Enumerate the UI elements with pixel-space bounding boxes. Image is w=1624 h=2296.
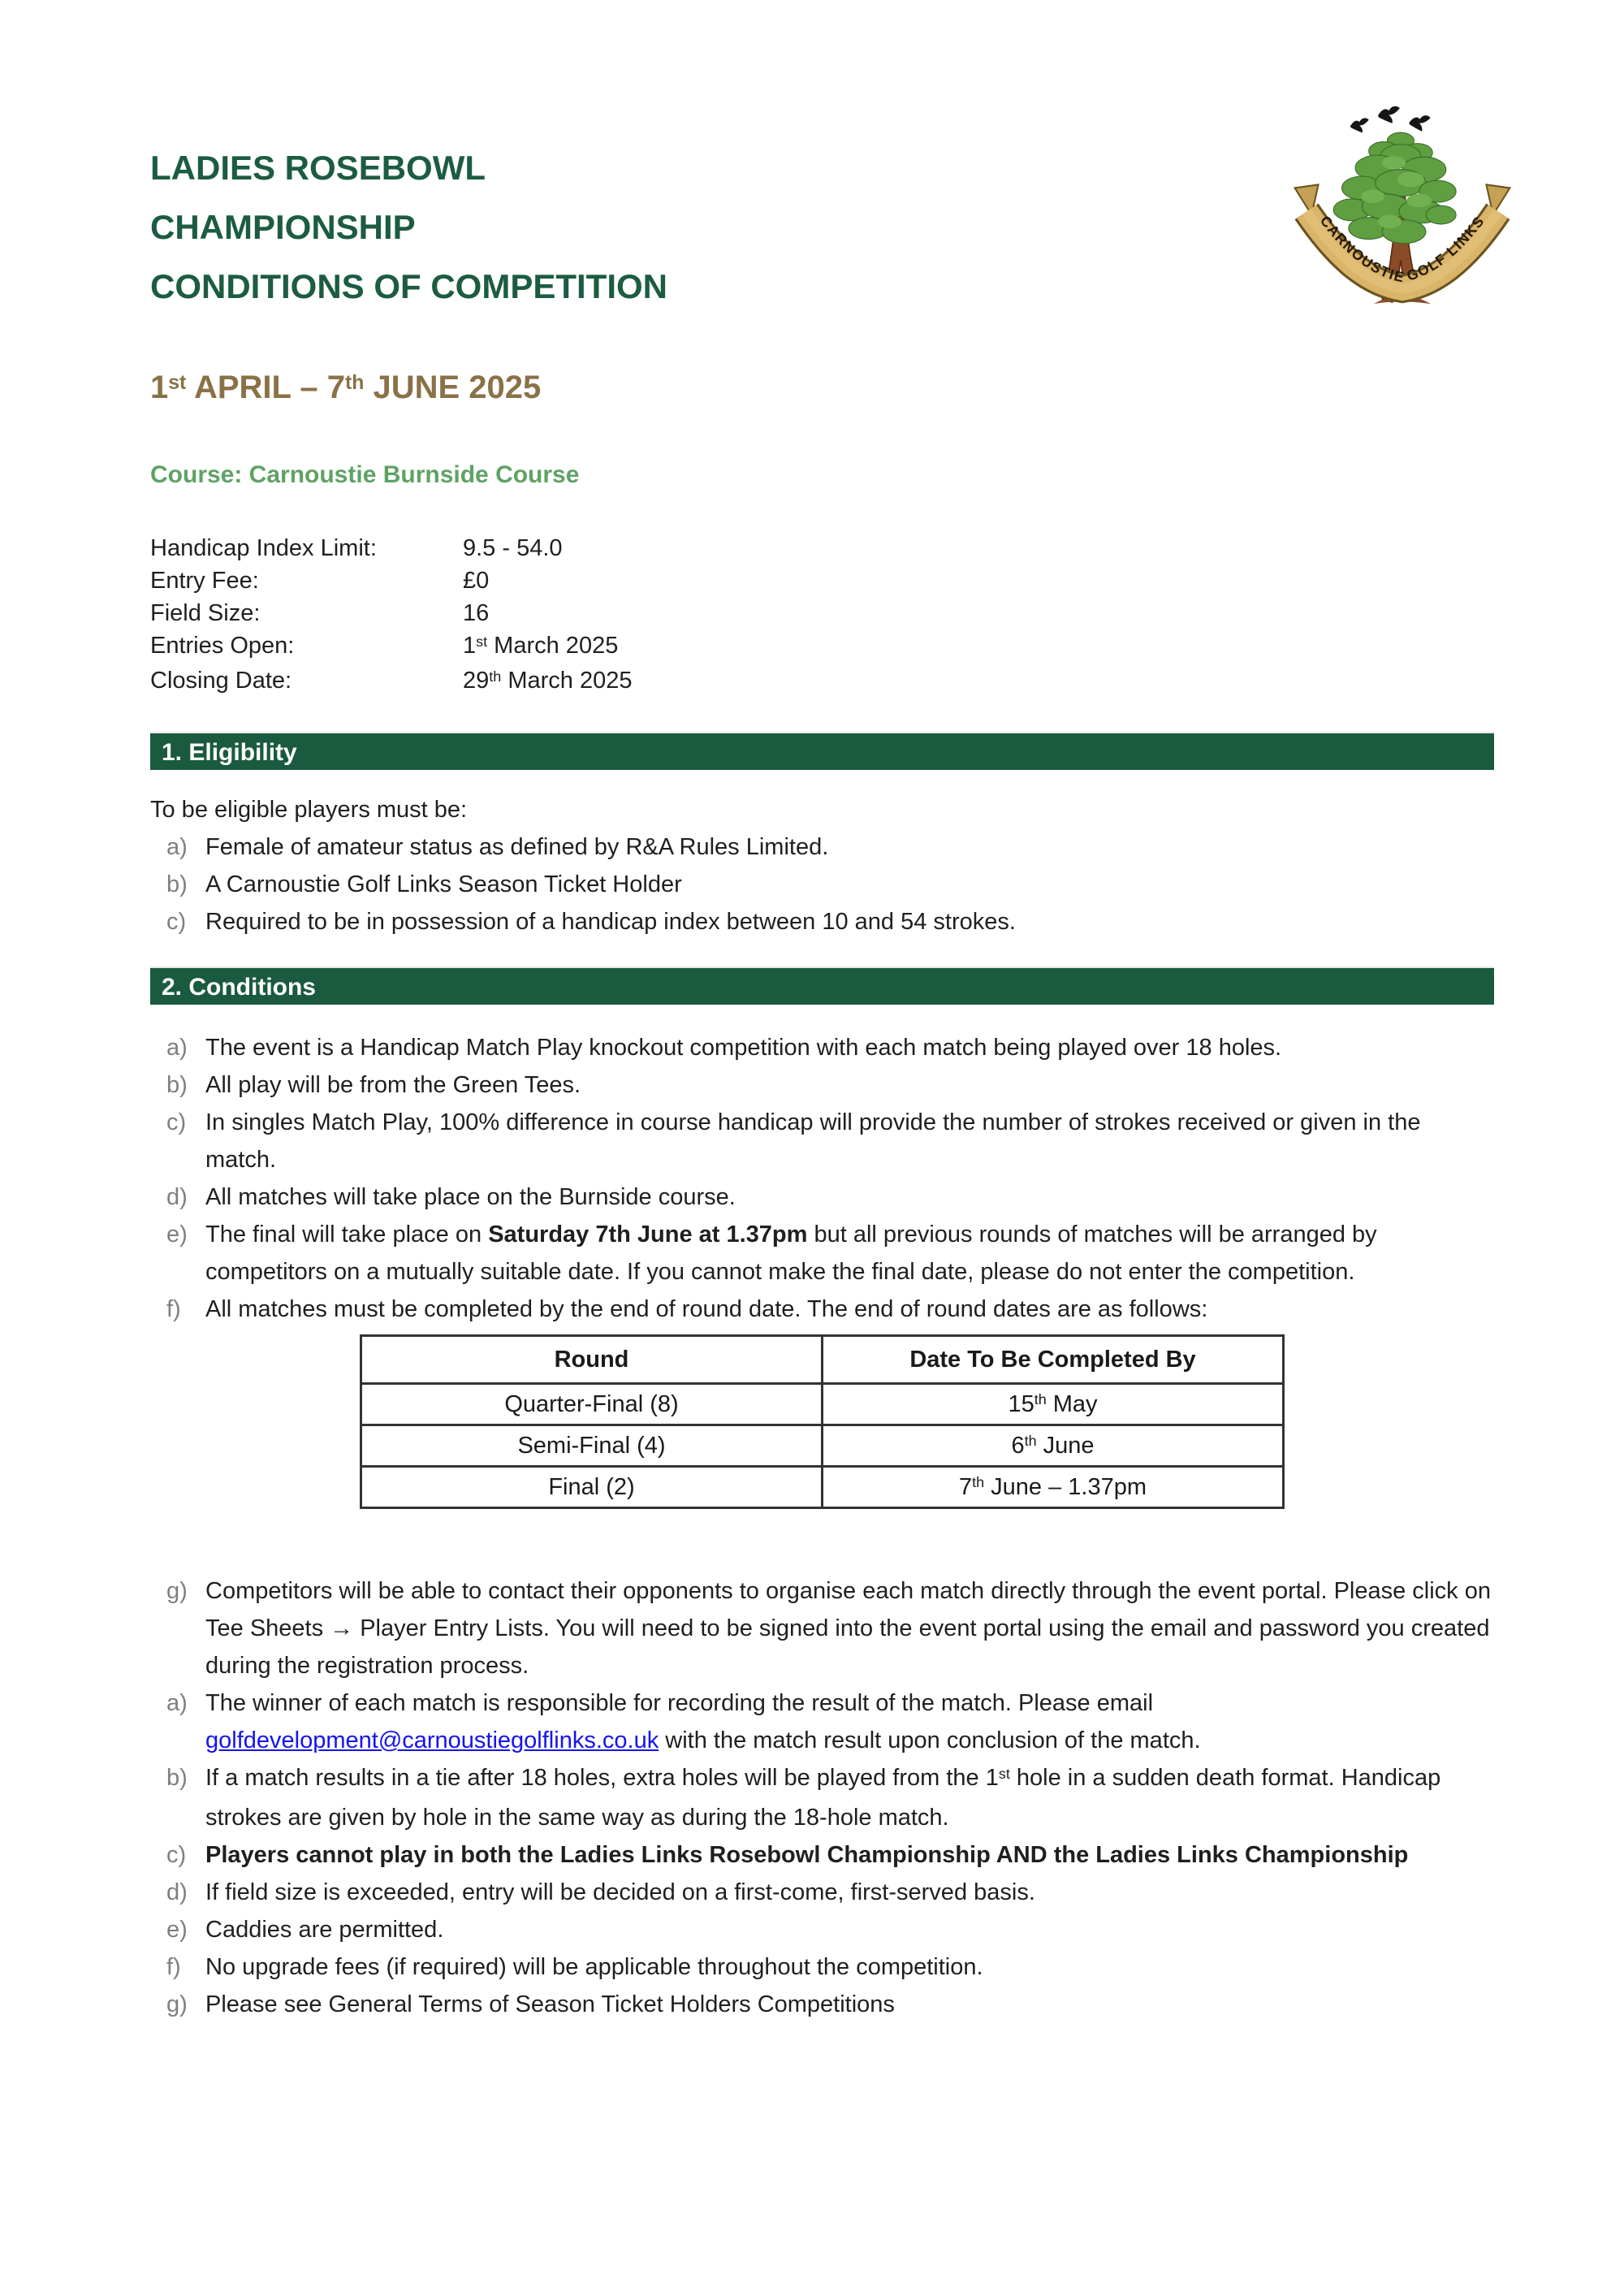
text-run: Saturday 7th June at 1.37pm: [488, 1222, 808, 1247]
list-item-text: [205, 1948, 1492, 1986]
list-item-text: [205, 1216, 1492, 1291]
list-marker: f): [166, 1296, 181, 1322]
list-marker: b): [166, 1765, 188, 1791]
text-run: th: [489, 668, 502, 685]
text-run: All play will be from the Green Tees.: [205, 1072, 581, 1098]
list-item-text: [205, 1572, 1492, 1684]
rounds-table-grid: [360, 1334, 1285, 1509]
list-item: [150, 1216, 1494, 1291]
list-marker: g): [166, 1578, 188, 1604]
text-run: The event is a Handicap Match Play knockout competition with each match being played over 18 holes.: [205, 1035, 1282, 1061]
list-item: [150, 866, 1494, 903]
text-run: st: [998, 1765, 1010, 1782]
section-heading: 2. Conditions: [162, 974, 316, 1001]
text-run: Caddies are permitted.: [205, 1917, 444, 1943]
text-run: hole in a sudden death format. Handicap strokes are given by hole in the same way as during the 18-hole match.: [205, 1765, 1441, 1831]
text-run: 29: [463, 668, 490, 694]
detail-label: Handicap Index Limit:: [150, 535, 377, 561]
text-run: but all previous rounds of matches will be arranged by competitors on a mutually suitable date. If you cannot make the final date, please do not enter the competition.: [205, 1222, 1377, 1285]
text-run: th: [344, 371, 365, 394]
list-item: [150, 1759, 1494, 1836]
text-run: Required to be in possession of a handicap index between 10 and 54 strokes.: [205, 909, 1016, 935]
table-row: [361, 1425, 1284, 1467]
detail-label: Entry Fee:: [150, 568, 259, 594]
text-run: st: [476, 633, 488, 650]
eligibility-intro: To be eligible players must be:: [150, 797, 468, 823]
table-row: [361, 1384, 1284, 1425]
table-row: [361, 1467, 1284, 1508]
text-run: Quarter-Final (8): [504, 1390, 679, 1417]
list-marker: f): [166, 1954, 181, 1980]
section-heading-bar: [150, 732, 1494, 770]
list-item-text: [205, 828, 1492, 866]
text-run: 1: [150, 370, 169, 405]
birds-icon: [1350, 106, 1431, 133]
rounds-table: [360, 1334, 1494, 1509]
list-item-text: [205, 1911, 1492, 1948]
text-run: 7: [958, 1473, 973, 1500]
detail-value: [463, 664, 1494, 699]
title-line-3: CONDITIONS OF COMPETITION: [150, 267, 667, 305]
list-item-text: [205, 1291, 1492, 1328]
text-run: £0: [463, 568, 490, 594]
table-cell: [823, 1384, 1284, 1425]
detail-row: [150, 664, 1494, 699]
list-item: [150, 1066, 1494, 1104]
table-cell: [823, 1425, 1284, 1467]
list-item: [150, 1684, 1494, 1759]
list-item-text: [205, 903, 1492, 940]
list-marker: b): [166, 871, 188, 897]
text-run: In singles Match Play, 100% difference in course handicap will provide the number of strokes received or given in the match.: [205, 1109, 1421, 1173]
text-run: March 2025: [487, 633, 619, 659]
list-item: [150, 1104, 1494, 1178]
list-marker: a): [166, 834, 188, 860]
list-item: [150, 1986, 1494, 2023]
section-heading: 1. Eligibility: [162, 739, 297, 766]
text-run: May: [1046, 1390, 1098, 1417]
list-item: [150, 1029, 1494, 1066]
text-run: June – 1.37pm: [984, 1473, 1147, 1500]
detail-row: [150, 564, 1494, 597]
list-item: [150, 903, 1494, 940]
carnoustie-golf-links-logo: [1293, 104, 1512, 348]
text-run: If field size is exceeded, entry will be decided on a first-come, first-served basis.: [205, 1879, 1035, 1905]
text-run: 9.5 - 54.0: [463, 535, 563, 561]
text-run: Competitors will be able to contact their opponents to organise each match directly through the event portal. Please click on Tee Sheets → Player Entry Lists. You will need to be signed into the event portal using the email and password you created during the registration process.: [205, 1578, 1491, 1679]
text-run: March 2025: [501, 668, 633, 694]
detail-label: Entries Open:: [150, 633, 295, 659]
list-item: [150, 1178, 1494, 1216]
text-run: 6: [1011, 1432, 1025, 1459]
text-run: st: [168, 371, 187, 394]
course-name: Course: Carnoustie Burnside Course: [150, 461, 580, 488]
title-line-2: CHAMPIONSHIP: [150, 208, 416, 246]
text-run: The winner of each match is responsible for recording the result of the match. Please email: [205, 1690, 1154, 1716]
text-run: 15: [1008, 1390, 1034, 1417]
detail-value: [463, 597, 1494, 629]
list-item-text: [205, 1066, 1492, 1104]
text-run: 1: [463, 633, 477, 659]
table-header-cell: Round: [361, 1336, 823, 1384]
list-item-text: [205, 866, 1492, 903]
text-run: June: [1036, 1432, 1095, 1459]
list-item-text: [205, 1759, 1492, 1836]
list-item: [150, 1911, 1494, 1948]
text-run: JUNE 2025: [364, 370, 542, 405]
section-conditions: [150, 966, 1494, 2023]
competition-details: [150, 532, 1494, 699]
table-cell: [361, 1425, 823, 1467]
detail-label: Field Size:: [150, 600, 261, 626]
list-item: [150, 1874, 1494, 1911]
list-item-text: [205, 1874, 1492, 1911]
list-item-text: [205, 1684, 1492, 1759]
table-cell: [361, 1467, 823, 1508]
list-marker: b): [166, 1072, 188, 1098]
text-run: Semi-Final (4): [517, 1432, 666, 1459]
detail-row: [150, 532, 1494, 564]
list-item: [150, 1836, 1494, 1874]
list-item-text: [205, 1029, 1492, 1066]
list-marker: e): [166, 1917, 188, 1943]
eligibility-list: [150, 828, 1494, 940]
list-marker: g): [166, 1991, 188, 2017]
text-run: All matches will take place on the Burnside course.: [205, 1184, 736, 1210]
list-item-text: [205, 1178, 1492, 1216]
title-line-1: LADIES ROSEBOWL: [150, 149, 486, 187]
text-run: Final (2): [548, 1473, 635, 1500]
list-item: [150, 1572, 1494, 1684]
text-run: The final will take place on: [205, 1222, 489, 1247]
email-link[interactable]: golfdevelopment@carnoustiegolflinks.co.uk: [205, 1727, 659, 1753]
list-item-text: [205, 1104, 1492, 1178]
list-marker: d): [166, 1879, 188, 1905]
banner-text: CARNOUSTIE GOLF LINKS: [1316, 212, 1488, 286]
text-run: Players cannot play in both the Ladies Links Rosebowl Championship AND the Ladies Links Championship: [205, 1842, 1409, 1868]
text-run: 16: [463, 600, 490, 626]
text-run: Please see General Terms of Season Ticket Holders Competitions: [205, 1991, 895, 2017]
event-dates: [150, 368, 1494, 412]
text-run: th: [1024, 1433, 1037, 1450]
text-run: If a match results in a tie after 18 holes, extra holes will be played from the 1: [205, 1765, 999, 1791]
list-item-text: [205, 1986, 1492, 2023]
text-run: Female of amateur status as defined by R&A Rules Limited.: [205, 834, 829, 860]
text-run: All matches must be completed by the end of round date. The end of round dates are as follows:: [205, 1296, 1208, 1322]
text-run: with the match result upon conclusion of the match.: [659, 1727, 1201, 1753]
text-run: th: [1034, 1391, 1047, 1408]
list-item: [150, 1291, 1494, 1328]
conditions-list-continued: [150, 1572, 1494, 2023]
table-cell: [361, 1384, 823, 1425]
list-marker: d): [166, 1184, 188, 1210]
table-cell: [823, 1467, 1284, 1508]
detail-value: [463, 629, 1494, 664]
table-header-cell: Date To Be Completed By: [823, 1336, 1284, 1384]
detail-value: [463, 564, 1494, 597]
list-marker: c): [166, 1842, 187, 1868]
list-item-text: [205, 1836, 1492, 1874]
text-run: APRIL – 7: [186, 370, 345, 405]
list-marker: c): [166, 909, 187, 935]
list-marker: a): [166, 1035, 188, 1061]
text-run: No upgrade fees (if required) will be applicable throughout the competition.: [205, 1954, 983, 1980]
list-item: [150, 1948, 1494, 1986]
detail-row: [150, 597, 1494, 629]
conditions-list: [150, 1029, 1494, 1328]
section-eligibility: [150, 732, 1494, 940]
section-heading-bar: [150, 966, 1494, 1005]
detail-label: Closing Date:: [150, 668, 292, 694]
text-run: A Carnoustie Golf Links Season Ticket Holder: [205, 871, 682, 897]
detail-value: [463, 532, 1494, 564]
detail-row: [150, 629, 1494, 664]
list-marker: a): [166, 1690, 188, 1716]
list-marker: c): [166, 1109, 187, 1135]
list-item: [150, 828, 1494, 866]
text-run: th: [972, 1474, 985, 1491]
list-marker: e): [166, 1222, 188, 1247]
